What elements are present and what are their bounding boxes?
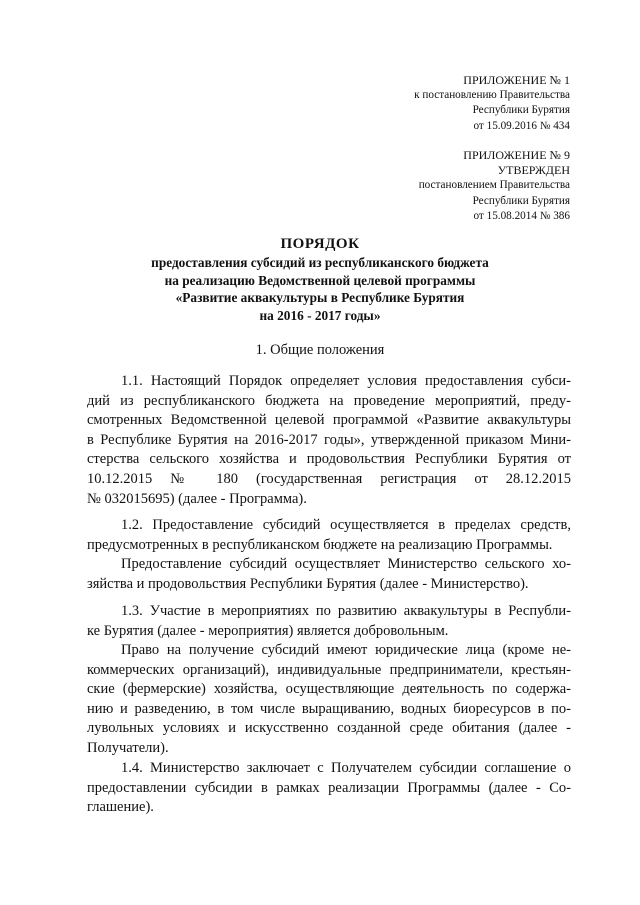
appendix-1-title: ПРИЛОЖЕНИЕ № 1 xyxy=(463,73,570,87)
paragraph-line: в Республике Бурятия на 2016-2017 годы», утвержденной приказом Мини- xyxy=(87,431,571,448)
paragraph-1-3 xyxy=(87,602,571,641)
paragraph-line: стерства сельского хозяйства и продовольствия Республики Бурятия от xyxy=(87,451,571,468)
section-heading: 1. Общие положения xyxy=(255,342,385,358)
paragraph-line: Право на получение субсидий имеют юридические лица (кроме не- xyxy=(121,642,571,658)
appendix-9-title: ПРИЛОЖЕНИЕ № 9 xyxy=(463,148,570,162)
approved-label: УТВЕРЖДЕН xyxy=(497,163,570,178)
paragraph-1-2 xyxy=(87,516,571,555)
paragraph-line: глашение). xyxy=(87,799,154,816)
paragraph-1-2-continued xyxy=(87,555,571,594)
paragraph-line: ские (фермерские) хозяйства, осуществляющие деятельность по содержа- xyxy=(87,681,571,698)
appendix-9-line-3: от 15.08.2014 № 386 xyxy=(473,209,570,222)
paragraph-line: Получатели). xyxy=(87,739,169,756)
appendix-9-line-1: постановлением Правительства xyxy=(418,179,570,192)
appendix-9-line-2: Республики Бурятия xyxy=(472,194,570,207)
paragraph-line: № 032015695) (далее - Программа). xyxy=(87,490,307,507)
paragraph-line: зяйства и продовольствия Республики Бурятия (далее - Министерство). xyxy=(87,575,529,592)
document-title-line-4: на 2016 - 2017 годы» xyxy=(259,307,381,323)
appendix-1-header xyxy=(414,73,570,134)
paragraph-line: лувольных условиях и искусственно созданной среде обитания (далее - xyxy=(87,720,571,737)
paragraph-line: предусмотренных в республиканском бюджете на реализацию Программы. xyxy=(87,536,553,553)
appendix-1-line-2: Республики Бурятия xyxy=(472,104,570,117)
paragraph-line: дий из республиканского бюджета на проведение мероприятий, преду- xyxy=(87,392,571,409)
paragraph-line: предоставлении субсидии в рамках реализации Программы (далее - Со- xyxy=(87,779,571,796)
document-title xyxy=(0,235,640,324)
paragraph-line: 1.4. Министерство заключает с Получателем субсидии соглашение о xyxy=(121,760,571,776)
paragraph-line: ке Бурятия (далее - мероприятия) является добровольным. xyxy=(87,622,449,639)
document-heading: ПОРЯДОК xyxy=(280,236,360,252)
paragraph-line: смотренных Ведомственной целевой программой «Развитие аквакультуры xyxy=(87,412,571,429)
paragraph-line: нию и разведению, в том числе выращиванию, водных биоресурсов в по- xyxy=(87,700,571,717)
appendix-1-line-1: к постановлению Правительства xyxy=(414,89,570,102)
appendix-1-line-3: от 15.09.2016 № 434 xyxy=(473,119,570,132)
paragraph-line: 10.12.2015 № 180 (государственная регистрация от 28.12.2015 xyxy=(87,470,571,487)
document-title-line-2: на реализацию Ведомственной целевой программы xyxy=(164,272,476,288)
paragraph-line: 1.3. Участие в мероприятиях по развитию аквакультуры в Республи- xyxy=(121,603,571,619)
paragraph-line: 1.2. Предоставление субсидий осуществляется в пределах средств, xyxy=(121,517,571,533)
paragraph-1-3-continued xyxy=(87,641,571,759)
paragraph-line: коммерческих организаций), индивидуальные предприниматели, крестьян- xyxy=(87,661,571,678)
paragraph-line: 1.1. Настоящий Порядок определяет условия предоставления субси- xyxy=(121,373,571,389)
appendix-9-header xyxy=(419,148,570,224)
paragraph-1-4 xyxy=(87,759,571,818)
document-title-line-1: предоставления субсидий из республиканского бюджета xyxy=(151,255,489,270)
paragraph-line: Предоставление субсидий осуществляет Министерство сельского хо- xyxy=(121,556,571,572)
document-title-line-3: «Развитие аквакультуры в Республике Бурятия xyxy=(175,290,465,305)
paragraph-1-1 xyxy=(87,372,571,509)
